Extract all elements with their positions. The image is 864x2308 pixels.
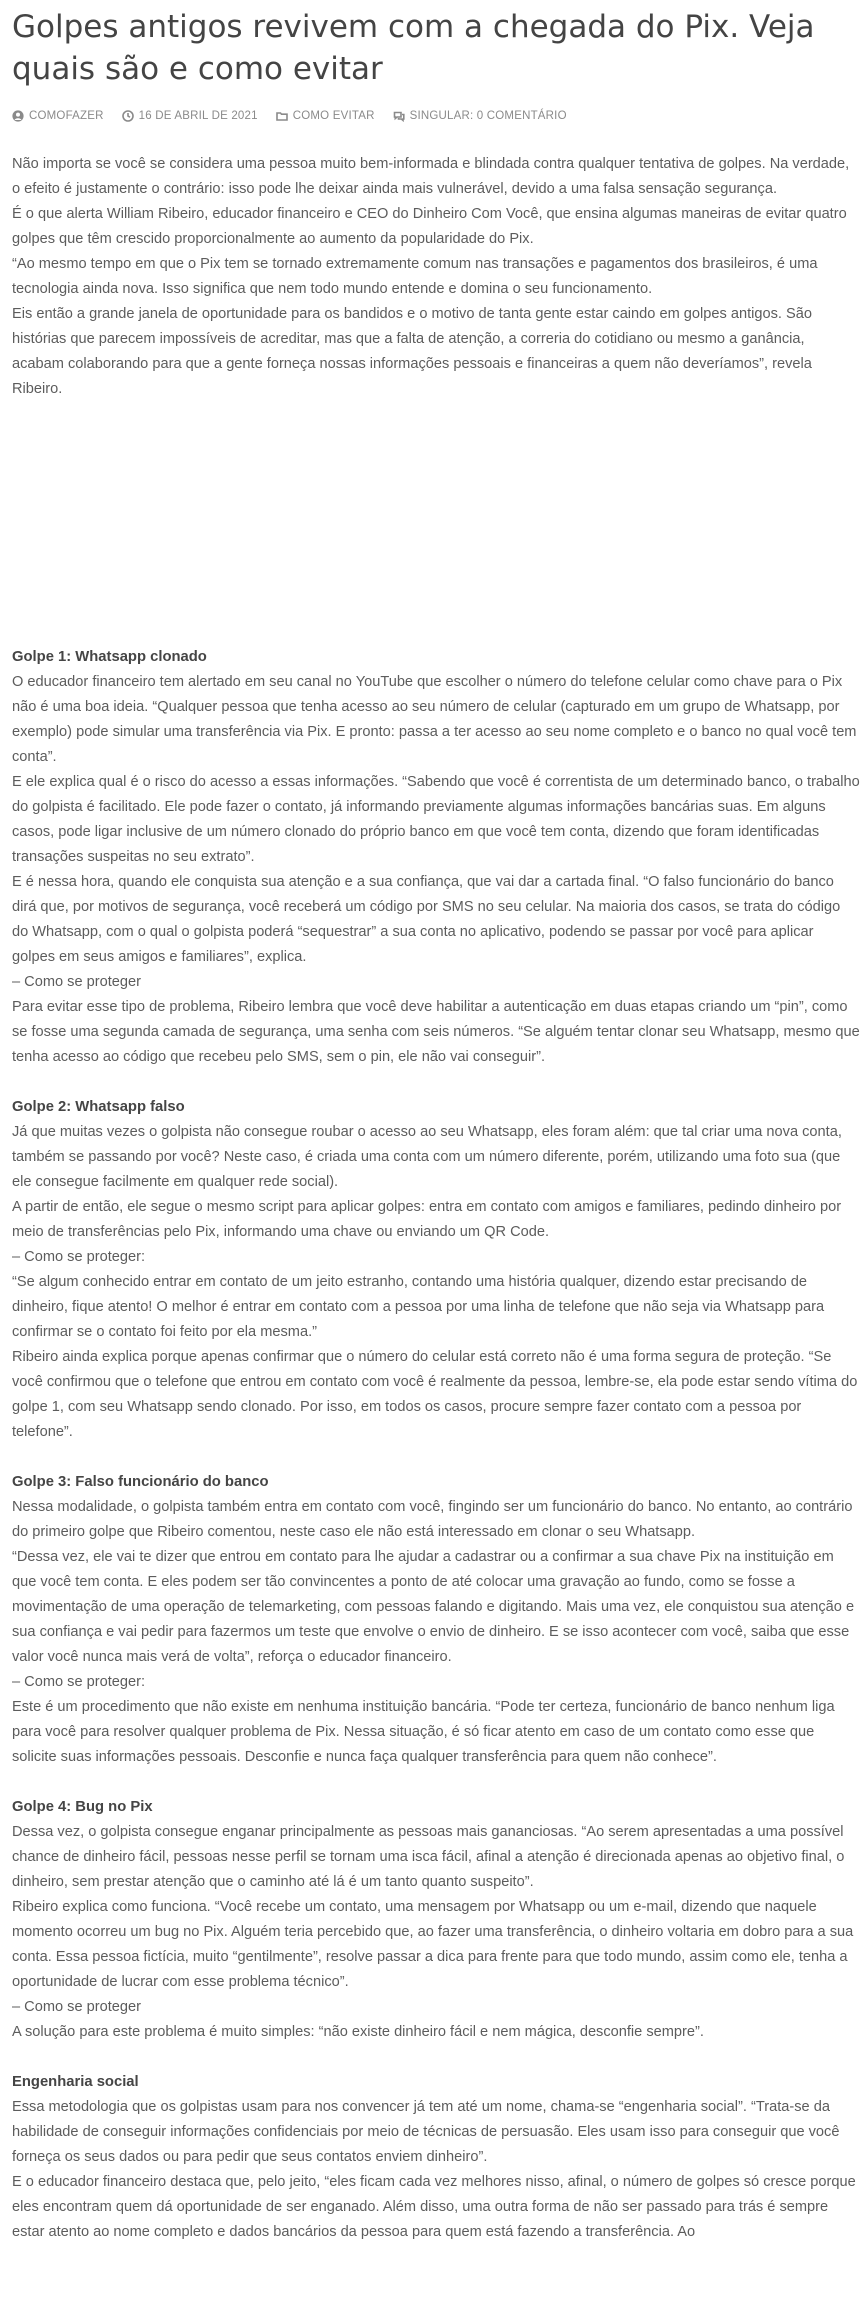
section-paragraph: – Como se proteger: [12, 1674, 146, 1690]
comments-link[interactable]: SINGULAR: 0 COMENTÁRIO [409, 110, 567, 122]
category-link[interactable]: COMO EVITAR [292, 110, 375, 122]
section-paragraph: Para evitar esse tipo de problema, Ribeiro lembra que você deve habilitar a autenticação em duas etapas criando um “pin”, como se fosse uma segunda camada de segurança, uma senha com seis números. “Se alguém tentar clonar seu Whatsapp, mesmo que tenha acesso ao código que recebeu pelo SMS, sem o pin, ele não vai conseguir”. [12, 999, 860, 1065]
section-paragraph: – Como se proteger [12, 1999, 141, 2015]
meta-comments[interactable] [393, 110, 567, 122]
section-paragraph: Ribeiro ainda explica porque apenas confirmar que o número do celular está correto não é uma forma segura de proteção. “Se você confirmou que o telefone que entrou em contato com você é realmente da pessoa, lembre-se, ela pode estar sendo vítima do golpe 1, com seu Whatsapp sendo clonado. Por isso, em todos os casos, procure sempre fazer contato com a pessoa por telefone”. [12, 1349, 858, 1440]
section-paragraph: E o educador financeiro destaca que, pelo jeito, “eles ficam cada vez melhores nisso, afinal, o número de golpes só cresce porque eles encontram quem dá oportunidade de ser enganado. Além disso, uma outra forma de não ser passado para trás é sempre estar atento ao nome completo e dados bancários da pessoa para quem está fazendo a transferência. Ao [12, 2174, 856, 2240]
author-link[interactable]: COMOFAZER [29, 110, 104, 122]
intro-paragraph: É o que alerta William Ribeiro, educador financeiro e CEO do Dinheiro Com Você, que ensina algumas maneiras de evitar quatro golpes que têm crescido proporcionalmente ao aumento da popularidade do Pix. [12, 206, 847, 247]
section-paragraph: E é nessa hora, quando ele conquista sua atenção e a sua confiança, que vai dar a cartada final. “O falso funcionário do banco dirá que, por motivos de segurança, você receberá um código por SMS no seu celular. Na maioria dos casos, se trata do código do Whatsapp, com o qual o golpista poderá “sequestrar” a sua conta no aplicativo, podendo se passar por você para aplicar golpes em seus amigos e familiares”, explica. [12, 874, 841, 965]
section-paragraph: – Como se proteger: [12, 1249, 146, 1265]
section-paragraph: Nessa modalidade, o golpista também entra em contato com você, fingindo ser um funcionário do banco. No entanto, ao contrário do primeiro golpe que Ribeiro comentou, neste caso ele não está interessado em clonar o seu Whatsapp. [12, 1499, 853, 1540]
ad-space [12, 402, 860, 645]
section-paragraph: O educador financeiro tem alertado em seu canal no YouTube que escolher o número do telefone celular como chave para o Pix não é uma boa ideia. “Qualquer pessoa que tenha acesso ao seu número de celular (capturado em um grupo de Whatsapp, por exemplo) pode simular uma transferência via Pix. E pronto: passa a ter acesso ao seu nome completo e o banco no qual você tem conta”. [12, 674, 857, 765]
section-paragraph: A solução para este problema é muito simples: “não existe dinheiro fácil e nem mágica, desconfie sempre”. [12, 2024, 704, 2040]
user-icon [12, 110, 24, 122]
clock-icon [122, 110, 134, 122]
section-gap [12, 1070, 860, 1095]
section-paragraph: A partir de então, ele segue o mesmo script para aplicar golpes: entra em contato com amigos e familiares, pedindo dinheiro por meio de transferências pelo Pix, informando uma chave ou enviando um QR Code. [12, 1199, 842, 1240]
section-heading: Golpe 2: Whatsapp falso [12, 1099, 185, 1115]
section-paragraph: Dessa vez, o golpista consegue enganar principalmente as pessoas mais gananciosas. “Ao serem apresentadas a uma possível chance de dinheiro fácil, pessoas nesse perfil se tornam uma isca fácil, afinal a atenção é direcionada apenas ao objetivo final, o dinheiro, sem prestar atenção que o caminho até lá é um tanto quanto suspeito”. [12, 1824, 845, 1890]
section-paragraph: “Dessa vez, ele vai te dizer que entrou em contato para lhe ajudar a cadastrar ou a confirmar a sua chave Pix na instituição em que você tem conta. E eles podem ser tão convincentes a ponto de até colocar uma gravação ao fundo, como se fosse a movimentação de uma operação de telemarketing, com pessoas falando e digitando. Mais uma vez, ele conquistou sua atenção e sua confiança e vai pedir para fazermos um teste que envolve o envio de dinheiro. E se isso acontecer com você, saiba que esse valor você nunca mais verá de volta”, reforça o educador financeiro. [12, 1549, 855, 1665]
section-heading: Engenharia social [12, 2074, 139, 2090]
folder-icon [276, 110, 288, 122]
section-paragraph: Essa metodologia que os golpistas usam para nos convencer já tem até um nome, chama-se “engenharia social”. “Trata-se da habilidade de conseguir informações confidenciais por meio de técnicas de persuasão. Eles usam isso para conseguir que você forneça os seus dados ou para pedir que seus contatos enviem dinheiro”. [12, 2099, 840, 2165]
comments-icon [393, 110, 405, 122]
section-heading: Golpe 4: Bug no Pix [12, 1799, 153, 1815]
intro-paragraph: “Ao mesmo tempo em que o Pix tem se tornado extremamente comum nas transações e pagamentos dos brasileiros, é uma tecnologia ainda nova. Isso significa que nem todo mundo entende e domina o seu funcionamento. [12, 256, 818, 297]
section-heading: Golpe 3: Falso funcionário do banco [12, 1474, 269, 1490]
article-meta [12, 106, 860, 126]
intro-paragraph: Não importa se você se considera uma pessoa muito bem-informada e blindada contra qualquer tentativa de golpes. Na verdade, o efeito é justamente o contrário: isso pode lhe deixar ainda mais vulnerável, devido a uma falsa sensação segurança. [12, 156, 850, 197]
meta-author[interactable] [12, 110, 104, 122]
section-gap [12, 2045, 860, 2070]
article-content [12, 152, 860, 2245]
section-heading: Golpe 1: Whatsapp clonado [12, 649, 207, 665]
article-title: Golpes antigos revivem com a chegada do Pix. Veja quais são e como evitar [12, 9, 815, 87]
meta-date [122, 110, 258, 122]
section-gap [12, 1770, 860, 1795]
section-paragraph: – Como se proteger [12, 974, 141, 990]
section-gap [12, 1445, 860, 1470]
section-paragraph: Este é um procedimento que não existe em nenhuma instituição bancária. “Pode ter certeza, funcionário de banco nenhum liga para você para resolver qualquer problema de Pix. Nessa situação, é só ficar atento em caso de um contato como esse que solicite suas informações pessoais. Desconfie e nunca faça qualquer transferência para quem não conhece”. [12, 1699, 835, 1765]
section-paragraph: “Se algum conhecido entrar em contato de um jeito estranho, contando uma história qualquer, dizendo estar precisando de dinheiro, fique atento! O melhor é entrar em contato com a pessoa por uma linha de telefone que não seja via Whatsapp para confirmar se o contato foi feito por ela mesma.” [12, 1274, 825, 1340]
section-paragraph: Já que muitas vezes o golpista não consegue roubar o acesso ao seu Whatsapp, eles foram além: que tal criar uma nova conta, também se passando por você? Neste caso, é criada uma conta com um número diferente, porém, utilizando uma foto sua (que ele consegue facilmente em qualquer rede social). [12, 1124, 842, 1190]
meta-category[interactable] [276, 110, 375, 122]
section-paragraph: E ele explica qual é o risco do acesso a essas informações. “Sabendo que você é correntista de um determinado banco, o trabalho do golpista é facilitado. Ele pode fazer o contato, já informando previamente algumas informações bancárias suas. Em alguns casos, pode ligar inclusive de um número clonado do próprio banco em que você tem conta, dizendo que foram identificadas transações suspeitas no seu extrato”. [12, 774, 860, 865]
section-paragraph: Ribeiro explica como funciona. “Você recebe um contato, uma mensagem por Whatsapp ou um e-mail, dizendo que naquele momento ocorreu um bug no Pix. Alguém teria percebido que, ao fazer uma transferência, o dinheiro voltaria em dobro para a sua conta. Essa pessoa fictícia, muito “gentilmente”, resolve passar a dica para frente para que todo mundo, assim como ele, tenha a oportunidade de lucrar com esse problema técnico”. [12, 1899, 854, 1990]
intro-paragraph: Eis então a grande janela de oportunidade para os bandidos e o motivo de tanta gente estar caindo em golpes antigos. São histórias que parecem impossíveis de acreditar, mas que a falta de atenção, a correria do cotidiano ou mesmo a ganância, acabam colaborando para que a gente forneça nossas informações pessoais e financeiras a quem não deveríamos”, revela Ribeiro. [12, 306, 812, 397]
date-text: 16 DE ABRIL DE 2021 [138, 110, 258, 122]
